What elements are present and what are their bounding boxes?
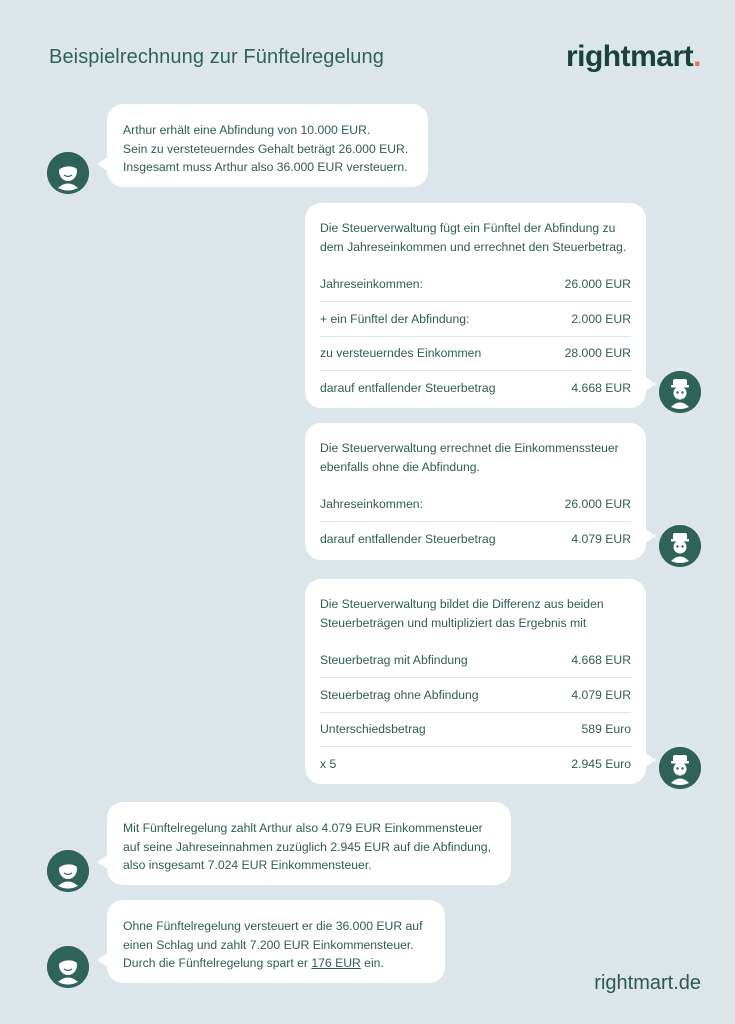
calc-label: Steuerbetrag mit Abfindung [320,653,468,668]
chat-bubble-user-3 [107,900,445,983]
tax-officer-avatar-icon [659,747,701,789]
calc-row [320,371,631,405]
tax-officer-avatar-icon [659,371,701,413]
user-avatar-icon [47,152,89,194]
calc-row [320,644,631,678]
savings-suffix: ein. [360,956,384,970]
calc-row [320,337,631,371]
page-title: Beispielrechnung zur Fünftelregelung [49,46,384,68]
message-line: Die Steuerverwaltung bildet die Differenz aus beiden [320,597,604,611]
calc-value: 28.000 EUR [564,345,631,360]
message-line-savings [123,954,429,973]
calc-row [320,747,631,781]
footer-website: rightmart.de [594,972,701,994]
message-line: auf seine Jahreseinnahmen zuzüglich 2.945 EUR auf die Abfindung, [123,839,491,854]
message-line: dem Jahreseinkommen und errechnet den Steuerbetrag. [320,239,627,254]
calc-value: 589 Euro [581,721,631,736]
message-line: Die Steuerverwaltung errechnet die Einkommenssteuer [320,441,619,455]
calc-label: zu versteuerndes Einkommen [320,345,482,360]
calc-value: 26.000 EUR [564,277,631,292]
calc-label: + ein Fünftel der Abfindung: [320,311,470,326]
chat-bubble-tax-office-2 [305,423,646,560]
user-avatar-icon [47,946,89,988]
savings-prefix: Durch die Fünftelregelung spart er [123,956,312,970]
calc-value: 4.668 EUR [571,653,631,668]
calc-label: Jahreseinkommen: [320,277,423,292]
bubble-intro [320,595,631,632]
message-line: Die Steuerverwaltung fügt ein Fünftel der Abfindung zu [320,221,616,235]
message-line: Insgesamt muss Arthur also 36.000 EUR versteuern. [123,160,408,174]
calc-label: darauf entfallender Steuerbetrag [320,380,496,395]
chat-bubble-tax-office-3 [305,579,646,784]
savings-amount: 176 EUR [311,956,361,970]
user-avatar-icon [47,850,89,892]
calc-value: 2.000 EUR [571,311,631,326]
tax-officer-avatar-icon [659,525,701,567]
chat-bubble-user-1 [107,104,428,187]
message-line: Ohne Fünftelregelung versteuert er die 36.000 EUR auf [123,919,423,933]
calc-label: Jahreseinkommen: [320,497,423,512]
calc-value: 4.079 EUR [571,687,631,702]
calc-row [320,268,631,302]
message-line: Arthur erhält eine Abfindung von 10.000 EUR. [123,123,371,137]
message-line: also insgesamt 7.024 EUR Einkommensteuer. [123,858,372,872]
message-line: Sein zu versteteuerndes Gehalt beträgt 26.000 EUR. [123,141,409,156]
chat-bubble-tax-office-1 [305,203,646,408]
calc-row [320,302,631,336]
brand-name: rightmart [565,40,694,73]
message-line: ebenfalls ohne die Abfindung. [320,459,480,474]
calc-value: 4.079 EUR [571,532,631,547]
brand-dot: . [693,40,701,73]
message-line: einen Schlag und zahlt 7.200 EUR Einkommensteuer. [123,937,414,952]
calc-label: Unterschiedsbetrag [320,721,426,736]
calc-row [320,678,631,712]
calc-row [320,713,631,747]
chat-bubble-user-2 [107,802,511,885]
calc-row [320,522,631,556]
calc-value: 26.000 EUR [564,497,631,512]
calc-value: 4.668 EUR [571,380,631,395]
brand-logo [566,40,701,74]
calc-row [320,488,631,522]
message-line: Mit Fünftelregelung zahlt Arthur also 4.079 EUR Einkommensteuer [123,821,483,835]
message-line: Steuerbeträgen und multipliziert das Ergebnis mit [320,615,587,630]
calc-value: 2.945 Euro [571,756,631,771]
bubble-intro [320,439,631,476]
calc-label: darauf entfallender Steuerbetrag [320,532,496,547]
calc-label: x 5 [320,756,337,771]
bubble-intro [320,219,631,256]
calc-label: Steuerbetrag ohne Abfindung [320,687,479,702]
